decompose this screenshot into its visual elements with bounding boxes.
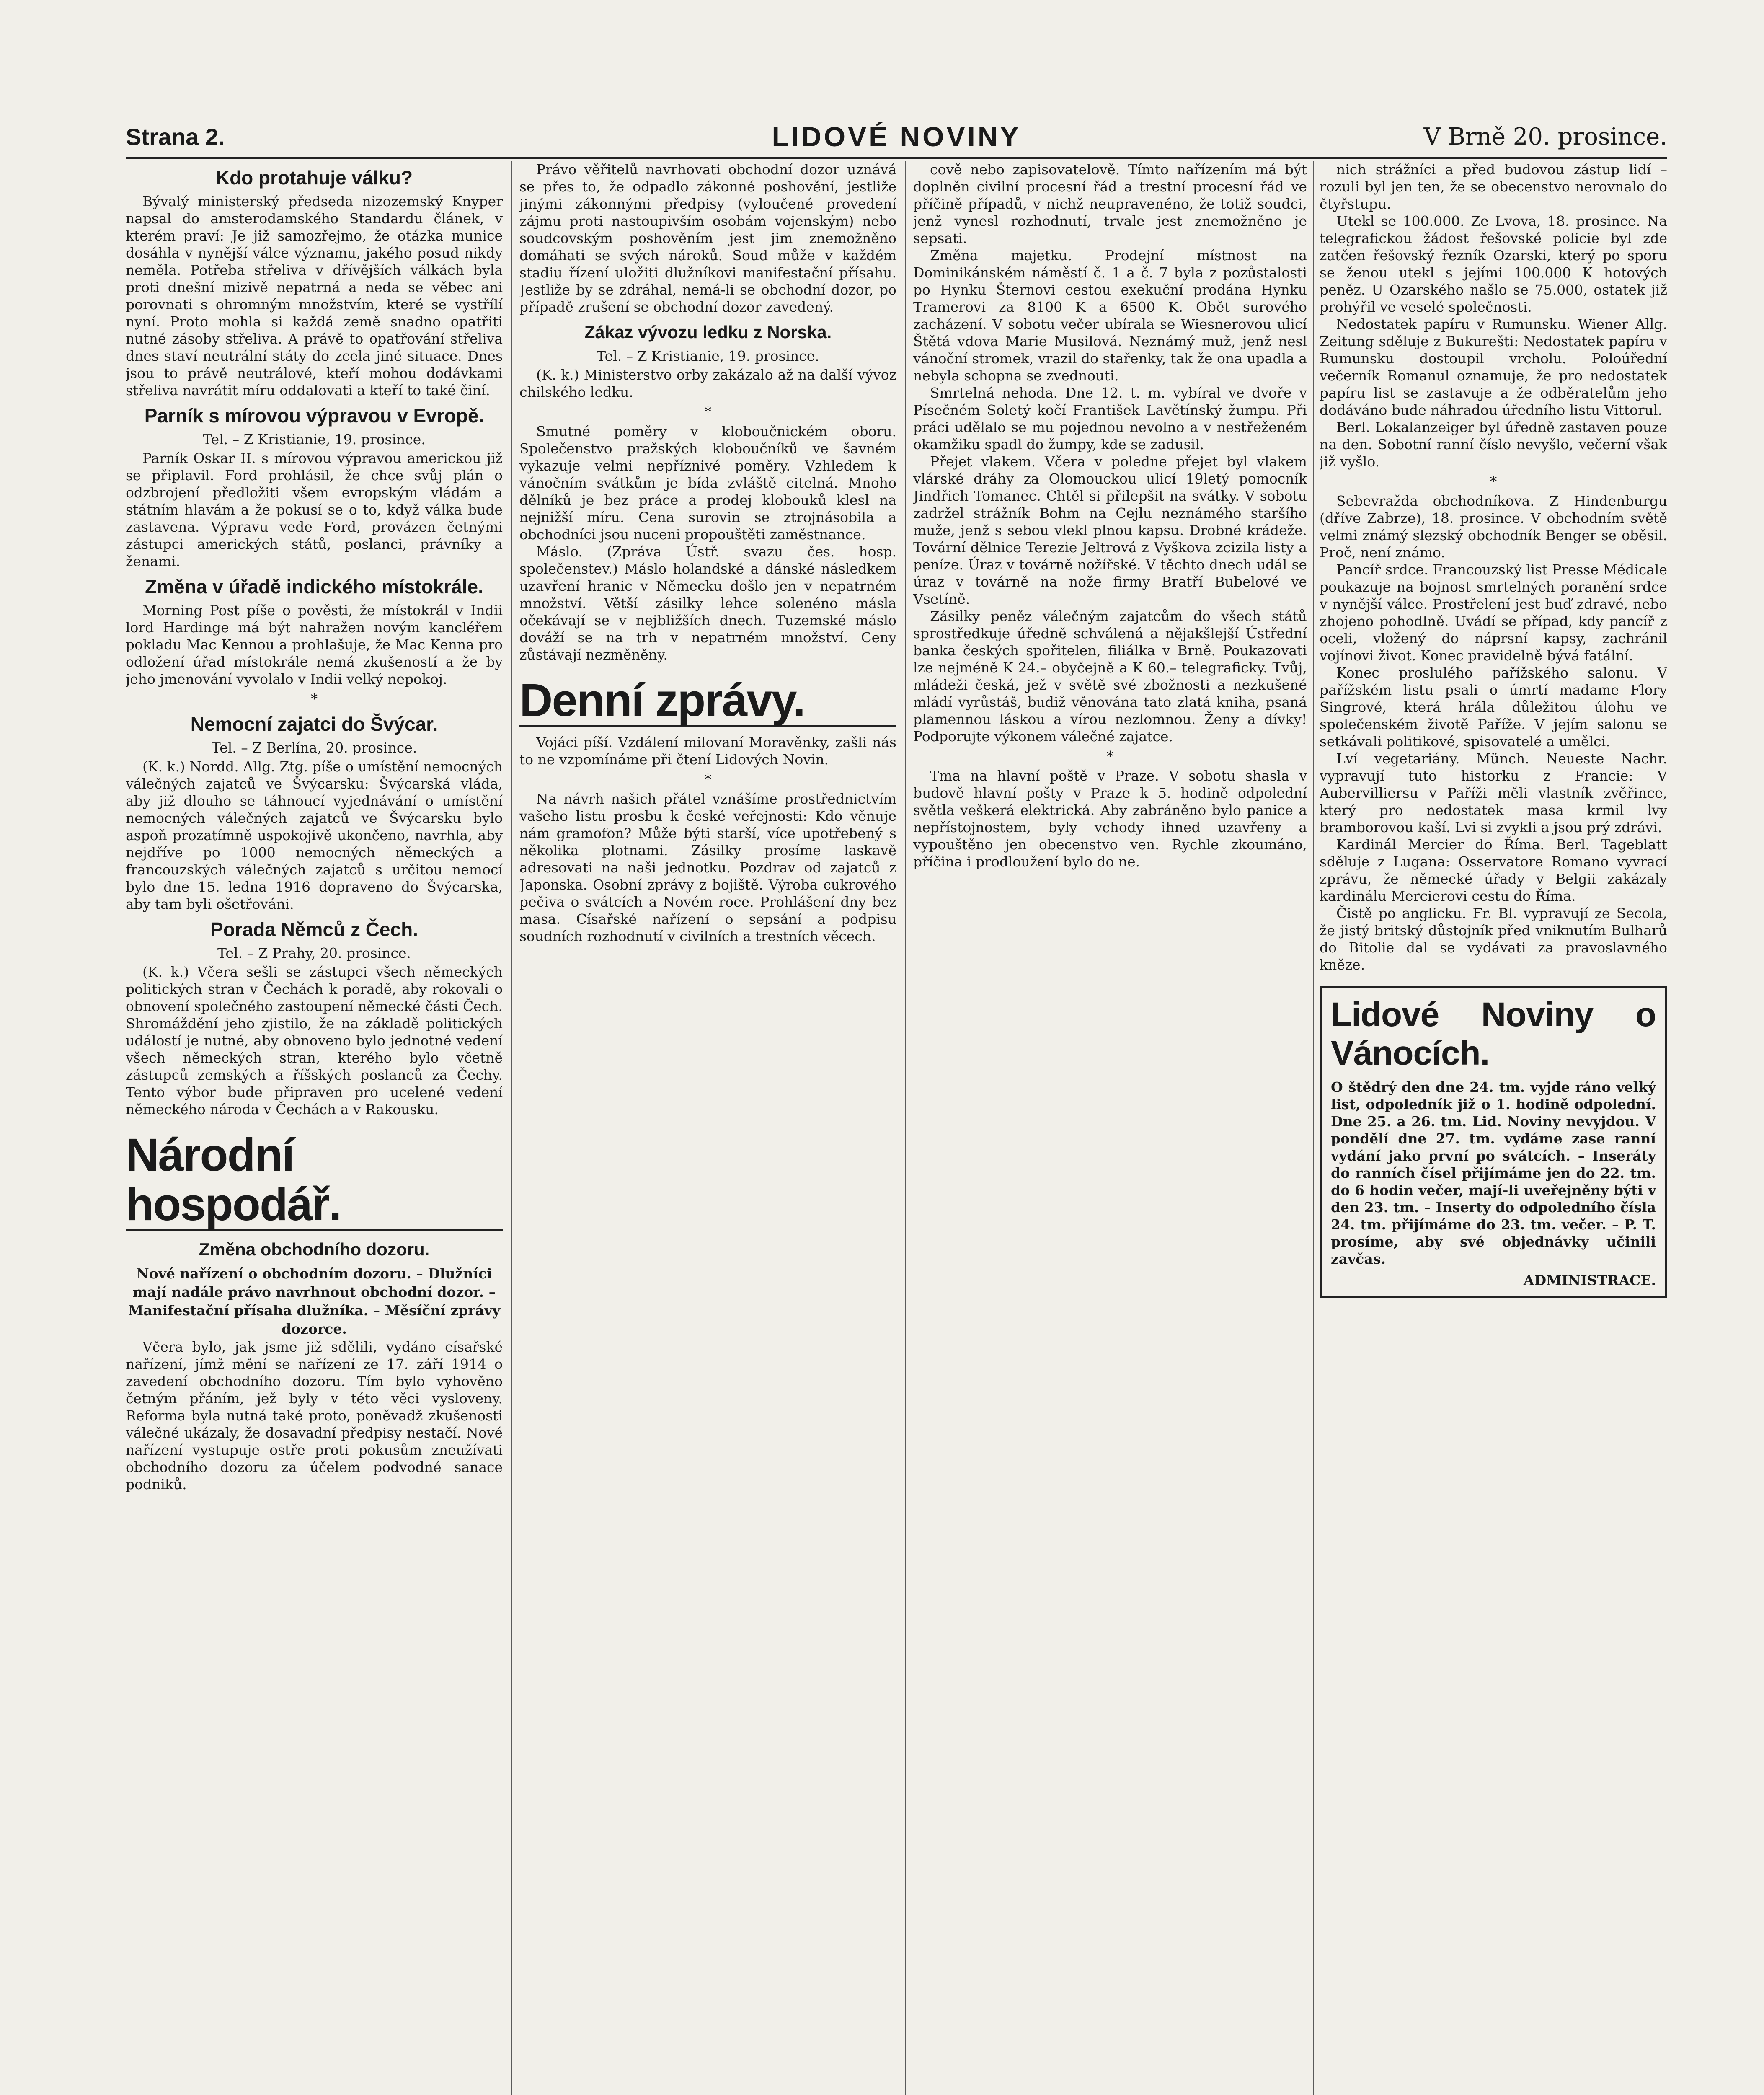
separator-star: * <box>1490 473 1497 489</box>
article-body: Tma na hlavní poště v Praze. V sobotu shasla v budově hlavní pošty v Praze k 5. hodině odpolední světla veškerá elektrická. Aby zabráněno bylo panice a nepřístojnostem, byly vchody ihned uzavřeny a vypouštěno jen obecenstvo ven. Rychle zkoumáno, příčina i prodloužení bylo do ne. <box>913 768 1307 870</box>
column-3 <box>913 161 1307 2095</box>
separator-star: * <box>704 403 712 420</box>
article-body: Smutné poměry v kloboučnickém oboru. Společenstvo pražských kloboučníků ve šavném vykazuje velmi nepříznivé poměry. Vzhledem k vánočním svátkům je bída zvláště citelná. Mnoho dělníků je bez práce a prodej klobouků klesl na nejnižší míru. Cena surovin se ztrojnásobila a obchodníci jsou nuceni propouštěti zaměstnance. <box>519 423 896 543</box>
article-body: Vojáci píší. Vzdálení milovaní Moravěnky, zašli nás to ne vzpomínáme při čtení Lidových Novin. <box>519 734 896 768</box>
article-body: Smrtelná nehoda. Dne 12. t. m. vybíral ve dvoře v Písečném Soletý kočí František Lavětínský žumpu. Při práci udělalo se mu pojednou nevolno a v nestřeženém okamžiku spadl do žumpy, kde se zadusil. <box>913 385 1307 453</box>
article-body: Včera bylo, jak jsme již sdělili, vydáno císařské nařízení, jímž mění se nařízení ze 17. září 1914 o zavedení obchodního dozoru. Tím bylo vyhověno četným přáním, jež byly v této věci vysloveny. Reforma byla nutná také proto, poněvadž zkušenosti válečné ukázaly, že dosavadní předpisy nestačí. Nové nařízení vystupuje ostře proti pokusům zneužívati obchodního dozoru za účelem podvodné sanace podniků. <box>126 1339 503 1492</box>
section-title: Národní hospodář. <box>126 1130 503 1231</box>
article-body: Pancíř srdce. Francouzský list Presse Médicale poukazuje na bojnost smrtelných poranění srdce v nynější válce. Prostřelení jest buď zdravé, nebo zhojeno pohodlně. Uvádí se případ, kdy pancíř z oceli, vložený do náprsní kapsy, zachránil vojínovi život. Konec pravidelně bývá fatální. <box>1320 561 1667 664</box>
article-summary: Nové nařízení o obchodním dozoru. – Dlužníci mají nadále právo navrhnout obchodní dozor. – Manifestační přísaha dlužníka. – Měsíční zprávy dozorce. <box>128 1265 501 1337</box>
separator-star: * <box>310 691 318 707</box>
issue-date: V Brně 20. prosince. <box>1423 123 1667 150</box>
article-body: Parník Oskar II. s mírovou výpravou americkou již se připlavil. Ford prohlásil, že chce svůj plán o odzbrojení předložiti všem evropským vládám a státním hlavám a že pokusí se o to, když válka bude zastavena. Výpravu vede Ford, provázen četnými zástupci amerických států, poslanci, právníky a ženami. <box>126 450 503 569</box>
section-subtitle: Změna obchodního dozoru. <box>199 1239 430 1259</box>
article-body: (K. k.) Ministerstvo orby zakázalo až na další vývoz chilského ledku. <box>519 367 896 400</box>
dateline: Tel. – Z Berlína, 20. prosince. <box>211 740 417 756</box>
column-rule <box>905 161 906 2095</box>
article-title: Parník s mírovou výpravou v Evropě. <box>144 405 484 427</box>
article-body: Nedostatek papíru v Rumunsku. Wiener Allg. Zeitung sděluje z Bukurešti: Nedostatek papíru v Rumunsku dostoupil vrcholu. Poloúřední večerník Romanul oznamuje, že pro nedostatek papíru list se zastavuje a že odběratelům jeho dodáváno bude náhradou úředního listu Vittorul. <box>1320 316 1667 418</box>
separator-star: * <box>704 771 712 787</box>
article-body: Na návrh našich přátel vznášíme prostřednictvím vašeho listu prosbu k české veřejnosti: Kdo věnuje nám gramofon? Může býti starší, více upotřebený s několika plotnami. Zásilky prosíme laskavě adresovati na naši jednotku. Pozdrav od zajatců z Japonska. Osobní zprávy z bojiště. Výroba cukrového pečiva o svátcích a Novém roce. Prohlášení dny bez masa. Císařské nařízení o sepsání a podpisu soudních rozhodnutí v civilních a trestních věcech. <box>519 791 896 944</box>
article-body: Zásilky peněz válečným zajatcům do všech států sprostředkuje úředně schválená a nějakšlejší Ústřední banka českých spořitelen, filiálka v Brně. Poukazovati lze nejméně K 24.– obyčejně a K 60.– telegraficky. Tvůj, mládeži česká, jež v světě své zbožnosti a nezkušené mládí vyrůstáš, budiž věnována tato zlatá kniha, psaná plamennou láskou a vírou nezlomnou. Ženy a dívky! Podporujte výkonem válečné zajatce. <box>913 608 1307 745</box>
article-body: Přejet vlakem. Včera v poledne přejet byl vlakem vlárské dráhy za Olomouckou ulicí 19letý pomocník Jindřich Tomanec. Chtěl si přilepšit na svátky. V sobotu zadržel strážník Bohm na Cejlu neznámého staršího muže, jenž s sebou vlekl plnou kapsu. Drobné krádeže. Tovární dělnice Terezie Jeltrová z Vyškova zcizila listy a peníze. Úraz v továrně nožířské. V těchto dnech udál se úraz v továrně na nože firmy Bratří Bubelové ve Vsetíně. <box>913 453 1307 607</box>
column-1 <box>126 161 503 2095</box>
column-rule <box>1313 161 1314 2095</box>
article-body: Právo věřitelů navrhovati obchodní dozor uznává se přes to, že odpadlo zákonné poshovění, jestliže jinými zákonnými předpisy (vyloučené provedení zájmu proti nastoupivším osobám vojenským) nebo soudcovským poshověním jest jim znemožněno domáhati se svých nároků. Soud může v každém stadiu řízení uložiti dlužníkovi manifestační přísahu. Jestliže by se zdráhal, nemá-li se obchodní dozor, po případě zrušení se obchodní dozor zavedený. <box>519 161 896 315</box>
article-title: Zákaz vývozu ledku z Norska. <box>584 322 832 342</box>
announcement-title: Lidové Noviny o Vánocích. <box>1331 996 1656 1072</box>
newspaper-title: LIDOVÉ NOVINY <box>772 121 1021 152</box>
article-body: Utekl se 100.000. Ze Lvova, 18. prosince. Na telegrafickou žádost řešovské policie byl zde zatčen řešovský řezník Ozarski, který po sporu se ženou utekl s jejími 100.000 K hotových peněz. U Ozarského našlo se 75.000, ostatek již prohýřil ve veselé společnosti. <box>1320 213 1667 315</box>
column-2 <box>519 161 896 2095</box>
separator-star: * <box>1106 748 1114 764</box>
article-body: Máslo. (Zpráva Ústř. svazu čes. hosp. společenstev.) Máslo holandské a dánské následkem uzavření hranic v Německu došlo jen v nepatrném množství. Větší zásilky lehce solenéno másla očekávají se v nejbližších dnech. Tuzemské máslo dováží se na trh v nepatrném množství. Ceny zůstávají nezměněny. <box>519 543 896 663</box>
article-body: Změna majetku. Prodejní místnost na Dominikánském náměstí č. 1 a č. 7 byla z pozůstalosti po Hynku Šternovi cestou exekuční prodána Hynku Tramerovi za 8100 K a 6500 K. Obět surového zacházení. V sobotu večer ubírala se Wiesnerovou ulicí Štětá vdova Marie Musilová. Neznámý muž, jenž nesl vánoční stromek, vrazil do stařenky, tak že ona upadla a nebyla schopna se zvednouti. <box>913 247 1307 384</box>
article-title: Nemocní zajatci do Švýcar. <box>190 713 438 735</box>
announcement-box <box>1320 986 1667 1298</box>
dateline: Tel. – Z Prahy, 20. prosince. <box>217 945 411 961</box>
article-body: Sebevražda obchodníkova. Z Hindenburgu (dříve Zabrze), 18. prosince. V obchodním světě velmi známý slezský obchodník Benger se oběsil. Proč, není známo. <box>1320 493 1667 561</box>
section-title: Denní zprávy. <box>519 676 896 727</box>
article-body: (K. k.) Včera sešli se zástupci všech německých politických stran v Čechách k poradě, aby rokovali o obnovení společného zastoupení německé části Čech. Shromáždění jeho zjistilo, že na základě politických událostí je nutné, aby obnoveno bylo jednotné vedení všech německých stran, kterého bylo včetně zástupců zemských a říšských poslanců za Čechy. Tento výbor bude připraven pro ucelené vedení německého národa v Čechách a v Rakousku. <box>126 964 503 1117</box>
article-body: Čistě po anglicku. Fr. Bl. vypravují ze Secola, že jistý britský důstojník před vniknutím Bulharů do Bitolie dal se vydávati za pravoslavného kněze. <box>1320 905 1667 973</box>
dateline: Tel. – Z Kristianie, 19. prosince. <box>597 348 819 364</box>
article-body: Kardinál Mercier do Říma. Berl. Tageblatt sděluje z Lugana: Osservatore Romano vyvrací zprávu, že německé úřady v Belgii zakázaly kardinálu Mercierovi cestu do Říma. <box>1320 836 1667 904</box>
article-body: nich strážníci a před budovou zástup lidí – rozuli byl jen ten, že se obecenstvo nerovnalo do čtyřstupu. <box>1320 161 1667 212</box>
masthead <box>126 121 1667 159</box>
column-4 <box>1320 161 1667 2095</box>
page-number: Strana 2. <box>126 124 225 150</box>
article-body: (K. k.) Nordd. Allg. Ztg. píše o umístění nemocných válečných zajatců ve Švýcarsku: Švýcarská vláda, aby již dlouho se táhnoucí vyjednávání o umístění nemocných válečných zajatců ve Švýcarsku bylo aspoň prozatímně uspokojivě ukončeno, navrhla, aby nejdříve po 1000 nemocných německých a francouzských válečných zajatců s určitou nemocí bylo dne 15. ledna 1916 dopraveno do Švýcarska, aby tam byli ošetřováni. <box>126 758 503 912</box>
article-title: Změna v úřadě indického místokrále. <box>145 576 483 597</box>
column-rule <box>511 161 512 2095</box>
article-body: Berl. Lokalanzeiger byl úředně zastaven pouze na den. Sobotní ranní číslo nevyšlo, večerní však již vyšlo. <box>1320 419 1667 470</box>
announcement-signature: ADMINISTRACE. <box>1523 1272 1656 1288</box>
article-body: Bývalý ministerský předseda nizozemský Knyper napsal do amsterodamského Standardu článek, v kterém praví: Je již samozřejmo, že otázka munice dosáhla v nynější válce významu, jakého posud nikdy neměla. Potřeba střeliva v dřívějších válkách byla proti dnešní mizivě nepatrná a neda se věbec ani porovnati s ohromným množstvím, které se vystřílí nyní. Proto mohla si každá země snadno opatřiti nutné zásoby střeliva. A právě to opatřování střeliva dnes staví neutrální státy do zcela jiné situace. Dnes jsou to právě neutrálové, kteří mohou dodávkami střeliva navrátit míru oddalovati a kteří to také činí. <box>126 193 503 398</box>
article-title: Kdo protahuje válku? <box>215 167 413 189</box>
article-body: cově nebo zapisovatelově. Tímto nařízením má být doplněn civilní procesní řád a trestní procesní řád ve příčině případů, v nichž neupravenéno, že totiž soudci, jenž vynesl rozhodnutí, trvale jest znemožněno je sepsati. <box>913 161 1307 246</box>
article-body: Konec proslulého pařížského salonu. V pařížském listu psali o úmrtí madame Flory Singrové, která hrála důležitou úlohu ve společenském životě Paříže. V jejím salonu se setkávali politikové, spisovatelé a umělci. <box>1320 665 1667 750</box>
article-title: Porada Němců z Čech. <box>210 918 418 940</box>
article-body: Morning Post píše o pověsti, že místokrál v Indii lord Hardinge má být nahražen novým kancléřem pokladu Mac Kennou a prohlašuje, že Mac Kenna pro odložení úřad místokrále nemá zkušeností a že by jeho jmenování vyvolalo v Indii velký nepokoj. <box>126 602 503 687</box>
announcement-body: O štědrý den dne 24. tm. vyjde ráno velký list, odpoledník již o 1. hodině odpolední. Dne 25. a 26. tm. Lid. Noviny nevyjdou. V pondělí dne 27. tm. vydáme zase ranní vydání jako první po svátcích. – Inseráty do ranních čísel přijímáme jen do 22. tm. do 6 hodin večer, mají-li uveřejněny býti v den 23. tm. – Inserty do odpoledního čísla 24. tm. přijímáme do 23. tm. večer. – P. T. prosíme, aby své objednávky učinili zavčas. <box>1331 1079 1656 1267</box>
dateline: Tel. – Z Kristianie, 19. prosince. <box>203 431 426 447</box>
article-body: Lví vegetariány. Münch. Neueste Nachr. vypravují tuto historku z Francie: V Aubervilliersu v Paříži měli vlastník zvěřince, který pro nedostatek masa krmil lvy bramborovou kaší. Lvi si zvykli a jsou prý zdrávi. <box>1320 750 1667 835</box>
